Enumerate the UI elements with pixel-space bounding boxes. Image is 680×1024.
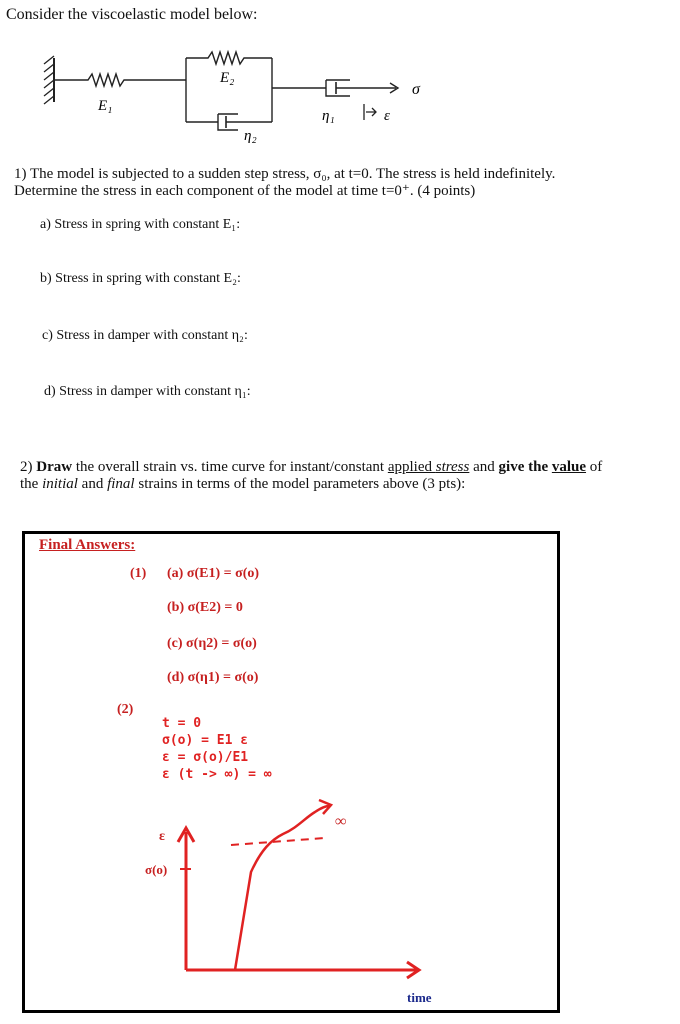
viscoelastic-model-diagram — [0, 40, 460, 150]
part2-the: the — [20, 476, 43, 492]
label-sigma: σ — [412, 81, 420, 98]
part1-line1: 1) The model is subjected to a sudden step stress, σ₀, at t=0. The stress is held indefinitely. — [14, 166, 556, 182]
fixed-wall-icon — [44, 56, 54, 104]
label-e1: E₁ — [98, 98, 113, 114]
part2-stress — [436, 459, 470, 475]
spring-e2 — [186, 52, 272, 64]
part2-value-word: value — [551, 459, 587, 475]
part2-give: give the — [498, 459, 552, 475]
sub-question-a: a) Stress in spring with constant E₁: — [40, 217, 241, 232]
answer-2-number: (2) — [117, 702, 134, 717]
answer-2-epsilon: ε = σ(o)/E1 — [162, 750, 249, 765]
part2-initial: initial — [42, 476, 78, 492]
answer-1b: (b) σ(E2) = 0 — [167, 600, 243, 615]
part2-value — [552, 459, 586, 475]
axis-label-sigma0: σ(o) — [145, 862, 168, 877]
axis-label-time: time — [407, 990, 432, 1005]
part2-mid2: and — [469, 459, 499, 475]
part2-prefix: 2) — [20, 459, 37, 475]
sub-question-b: b) Stress in spring with constant E₂: — [40, 271, 241, 286]
part2-line2 — [20, 476, 465, 493]
strain-time-plot — [25, 534, 557, 1010]
part2-end: strains in terms of the model parameters above (3 pts): — [134, 476, 466, 492]
part2-applied: applied — [387, 459, 436, 475]
part2-draw: Draw — [36, 459, 73, 475]
label-eta1: η₁ — [322, 108, 335, 124]
damper-eta2 — [186, 114, 272, 130]
label-e2: E₂ — [220, 70, 235, 86]
asymptote-dashed — [231, 838, 325, 845]
spring-e1 — [54, 74, 186, 86]
part2-of: of — [586, 459, 603, 475]
final-answers-box — [22, 531, 560, 1013]
damper-eta1 — [326, 80, 396, 96]
final-answers-heading: Final Answers: — [39, 537, 136, 553]
answer-1c: (c) σ(η2) = σ(o) — [167, 636, 257, 651]
label-epsilon: ε — [384, 108, 390, 124]
answer-2-t: t = 0 — [162, 716, 202, 731]
part2-line1 — [20, 459, 602, 476]
curve-label-infinity: ∞ — [335, 813, 347, 830]
part2-final: final — [107, 476, 135, 492]
strain-curve — [235, 806, 329, 970]
sub-question-c: c) Stress in damper with constant η₂: — [42, 328, 248, 343]
label-eta2: η₂ — [244, 128, 257, 144]
part2-and: and — [77, 476, 108, 492]
answer-1d: (d) σ(η1) = σ(o) — [167, 670, 259, 685]
answer-1a: (a) σ(E1) = σ(o) — [167, 566, 260, 581]
axis-label-epsilon: ε — [159, 829, 165, 844]
answer-2-infinity: ε (t -> ∞) = ∞ — [162, 767, 272, 782]
question-title: Consider the viscoelastic model below: — [6, 6, 258, 23]
part1-line2: Determine the stress in each component of the model at time t=0⁺. (4 points) — [14, 183, 476, 199]
sub-question-d: d) Stress in damper with constant η₁: — [44, 384, 251, 399]
strain-arrow-icon — [364, 104, 376, 120]
answer-1-number: (1) — [130, 566, 147, 581]
part2-stress-word: stress — [435, 459, 470, 475]
part2-mid1: the overall strain vs. time curve for instant/constant — [72, 459, 388, 475]
answer-2-sigma: σ(o) = E1 ε — [162, 733, 249, 748]
question-sheet — [0, 0, 680, 500]
